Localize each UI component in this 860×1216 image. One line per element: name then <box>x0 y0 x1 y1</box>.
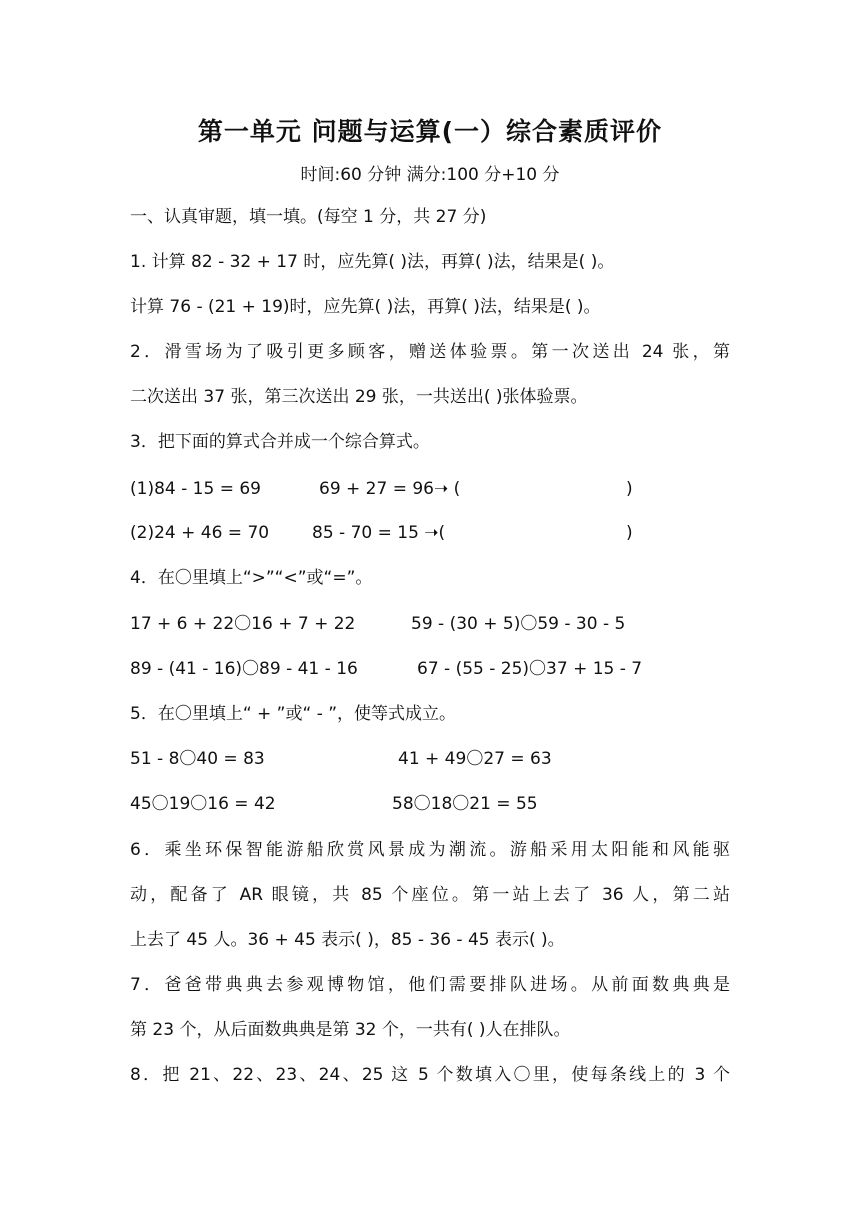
equation-right: 58〇18〇21 = 55 <box>392 794 538 814</box>
expr-b: 85 - 70 = 15 ➝( <box>312 523 446 543</box>
question-2-line-1: 2．滑雪场为了吸引更多顾客，赠送体验票。第一次送出 24 张，第 <box>130 342 730 362</box>
answer-paren-close: ) <box>626 523 633 543</box>
question-1-line-2: 计算 76 - (21 + 19)时，应先算( )法，再算( )法，结果是( )。 <box>130 297 601 317</box>
equation-right: 41 + 49〇27 = 63 <box>398 749 552 769</box>
page-title: 第一单元 问题与运算(一）综合素质评价 <box>197 117 663 146</box>
compare-right: 67 - (55 - 25)〇37 + 15 - 7 <box>417 659 643 679</box>
expr-a: (2)24 + 46 = 70 <box>130 523 270 543</box>
question-6-line-3: 上去了 45 人。36 + 45 表示( )，85 - 36 - 45 表示( )。 <box>130 930 565 950</box>
question-4-prompt: 4．在〇里填上“>”“<”或“=”。 <box>130 568 373 588</box>
expr-a: (1)84 - 15 = 69 <box>130 479 261 499</box>
question-5-prompt: 5．在〇里填上“ + ”或“ - ”，使等式成立。 <box>130 704 457 724</box>
section-heading: 一、认真审题，填一填。(每空 1 分，共 27 分) <box>130 207 487 227</box>
question-2-line-2: 二次送出 37 张，第三次送出 29 张，一共送出( )张体验票。 <box>130 387 588 407</box>
question-6-line-2: 动，配备了 AR 眼镜，共 85 个座位。第一站上去了 36 人，第二站 <box>130 885 730 905</box>
question-3-prompt: 3．把下面的算式合并成一个综合算式。 <box>130 432 430 452</box>
expr-b: 69 + 27 = 96➝ ( <box>319 479 461 499</box>
exam-info: 时间:60 分钟 满分:100 分+10 分 <box>300 165 560 185</box>
question-8-line-1: 8．把 21、22、23、24、25 这 5 个数填入〇里，使每条线上的 3 个 <box>130 1065 730 1085</box>
compare-right: 59 - (30 + 5)〇59 - 30 - 5 <box>411 614 626 634</box>
question-7-line-2: 第 23 个，从后面数典典是第 32 个，一共有( )人在排队。 <box>130 1020 571 1040</box>
compare-left: 89 - (41 - 16)〇89 - 41 - 16 <box>130 659 358 679</box>
question-6-line-1: 6．乘坐环保智能游船欣赏风景成为潮流。游船采用太阳能和风能驱 <box>130 840 730 860</box>
compare-left: 17 + 6 + 22〇16 + 7 + 22 <box>130 614 356 634</box>
equation-left: 45〇19〇16 = 42 <box>130 794 276 814</box>
question-7-line-1: 7．爸爸带典典去参观博物馆，他们需要排队进场。从前面数典典是 <box>130 975 730 995</box>
question-1-line-1: 1. 计算 82 - 32 + 17 时，应先算( )法，再算( )法，结果是( )。 <box>130 252 615 272</box>
answer-paren-close: ) <box>626 479 633 499</box>
equation-left: 51 - 8〇40 = 83 <box>130 749 265 769</box>
